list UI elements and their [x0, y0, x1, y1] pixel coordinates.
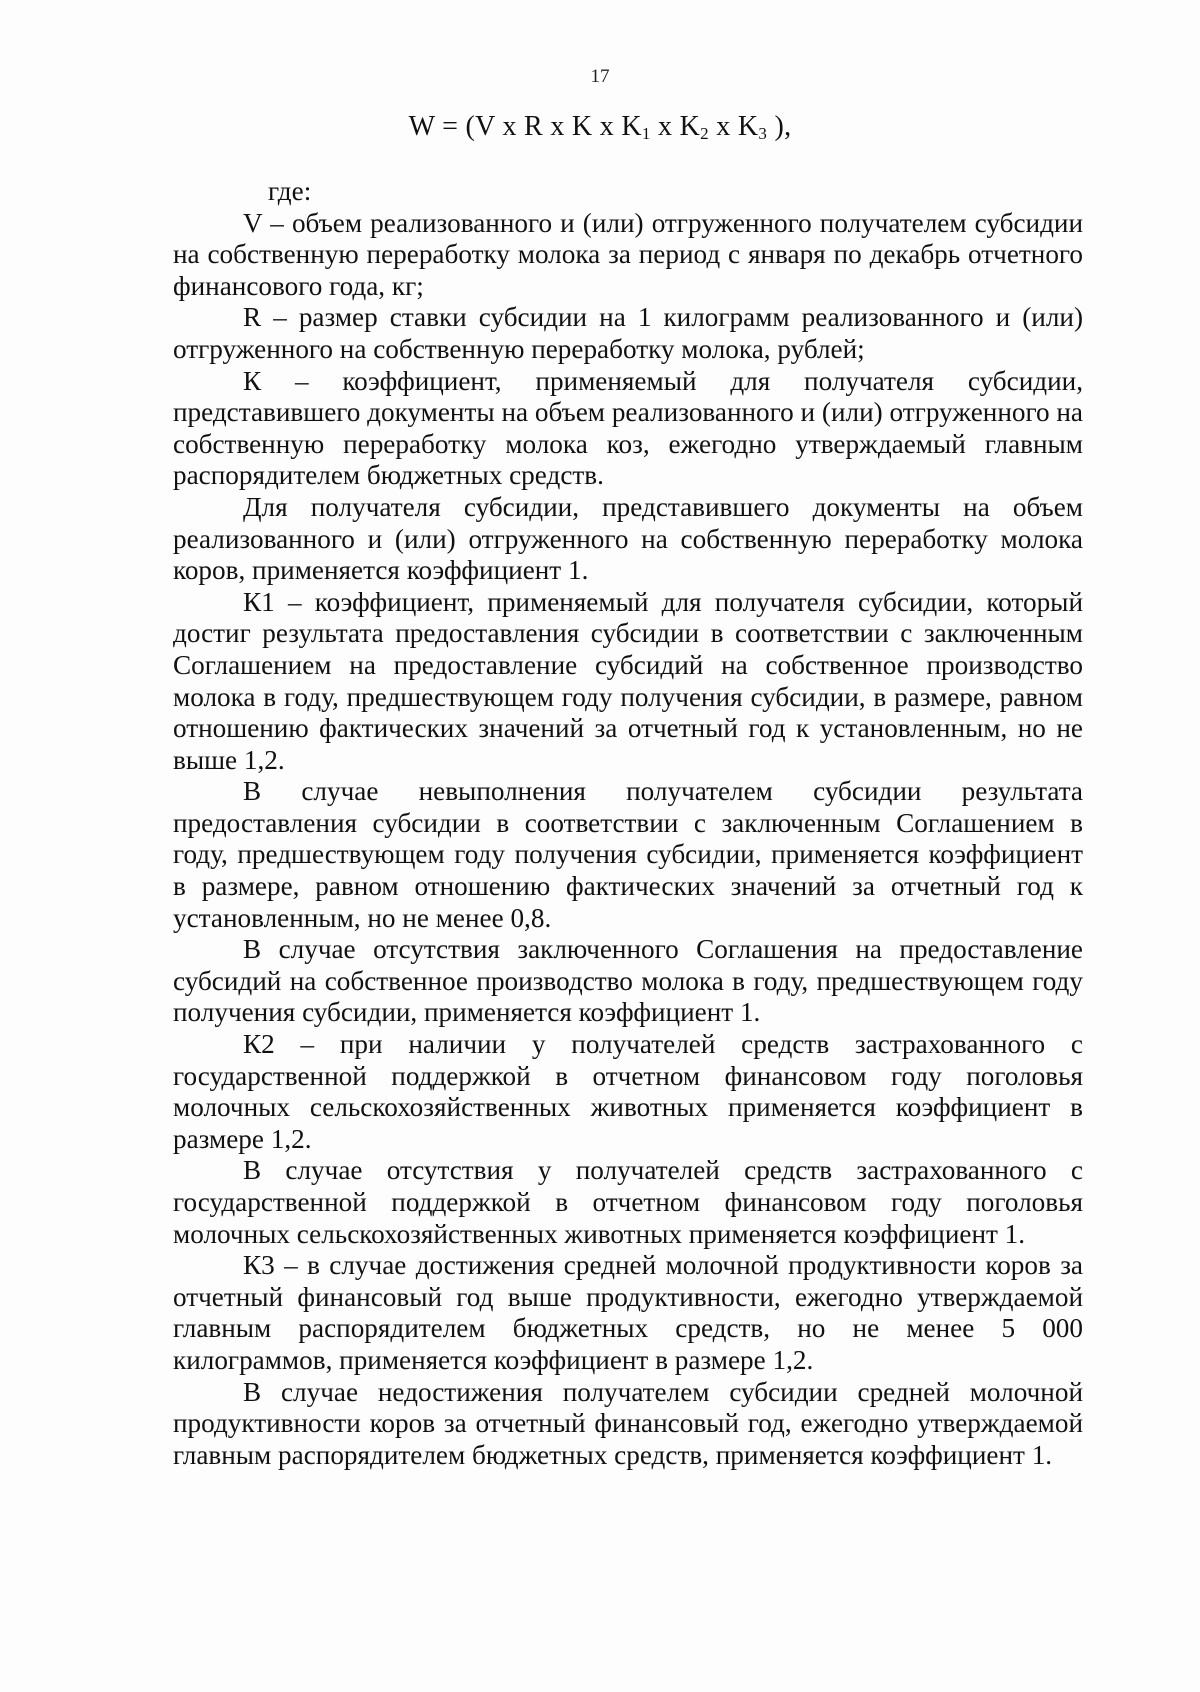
- definition-k2: К2 – при наличии у получателей средств застрахованного с государственной поддержкой в отчетном финансовом году поголовья молочных сельскохозяйственных животных применяется коэффициент в размере 1,2.: [173, 1029, 1083, 1154]
- formula-suffix: ),: [767, 111, 792, 142]
- paragraph-cows-coefficient: Для получателя субсидии, представившего документы на объем реализованного и (или) отгруженного на собственную переработку молока коров, применяется коэффициент 1.: [173, 491, 1083, 586]
- subsidy-formula: [0, 111, 1200, 144]
- paragraph-k2-no-insurance: В случае отсутствия у получателей средств застрахованного с государственной поддержкой в отчетном финансовом году поголовья молочных сельскохозяйственных животных применяется коэффициент 1.: [173, 1155, 1083, 1249]
- definition-k3: К3 – в случае достижения средней молочной продуктивности коров за отчетный финансовый год выше продуктивности, ежегодно утверждаемой главным распорядителем бюджетных средств, но не менее 5 000 килограммов, применяется коэффициент в размере 1,2.: [173, 1250, 1083, 1375]
- paragraph-k1-nonfulfillment: В случае невыполнения получателем субсидии результата предоставления субсидии в соответствии с заключенным Соглашением в году, предшествующем году получения субсидии, применяется коэффициент в размере, равном отношению фактических значений за отчетный год к установленным, но не менее 0,8.: [173, 776, 1083, 933]
- definition-k: К – коэффициент, применяемый для получателя субсидии, представившего документы на объем реализованного и (или) отгруженного на собственную переработку молока коз, ежегодно утверждаемый главным распорядителем бюджетных средств.: [173, 365, 1083, 491]
- definition-k1: К1 – коэффициент, применяемый для получателя субсидии, который достиг результата предоставления субсидии в соответствии с заключенным Соглашением на предоставление субсидий на собственное производство молока в году, предшествующем году получения субсидии, в размере, равном отношению фактических значений за отчетный год к установленным, но не выше 1,2.: [173, 586, 1083, 775]
- document-body: [173, 176, 1083, 1471]
- paragraph-k1-no-agreement: В случае отсутствия заключенного Соглашения на предоставление субсидий на собственное производство молока в году, предшествующем году получения субсидии, применяется коэффициент 1.: [173, 934, 1083, 1028]
- formula-subscript-3: 3: [758, 124, 768, 143]
- formula-part-2: x K: [650, 111, 701, 142]
- definition-r: R – размер ставки субсидии на 1 килограмм реализованного и (или) отгруженного на собственную переработку молока, рублей;: [173, 302, 1083, 364]
- paragraph-k3-not-achieved: В случае недостижения получателем субсидии средней молочной продуктивности коров за отчетный финансовый год, ежегодно утверждаемой главным распорядителем бюджетных средств, применяется коэффициент 1.: [173, 1376, 1083, 1470]
- formula-prefix: W = (V x R x K x K: [408, 111, 642, 142]
- formula-part-3: x K: [708, 111, 759, 142]
- definition-v: V – объем реализованного и (или) отгруженного получателем субсидии на собственную переработку молока за период с января по декабрь отчетного финансового года, кг;: [173, 207, 1083, 301]
- page-number: 17: [590, 66, 610, 87]
- where-label: где:: [268, 176, 312, 206]
- formula-subscript-1: 1: [641, 124, 651, 143]
- formula-subscript-2: 2: [700, 124, 709, 143]
